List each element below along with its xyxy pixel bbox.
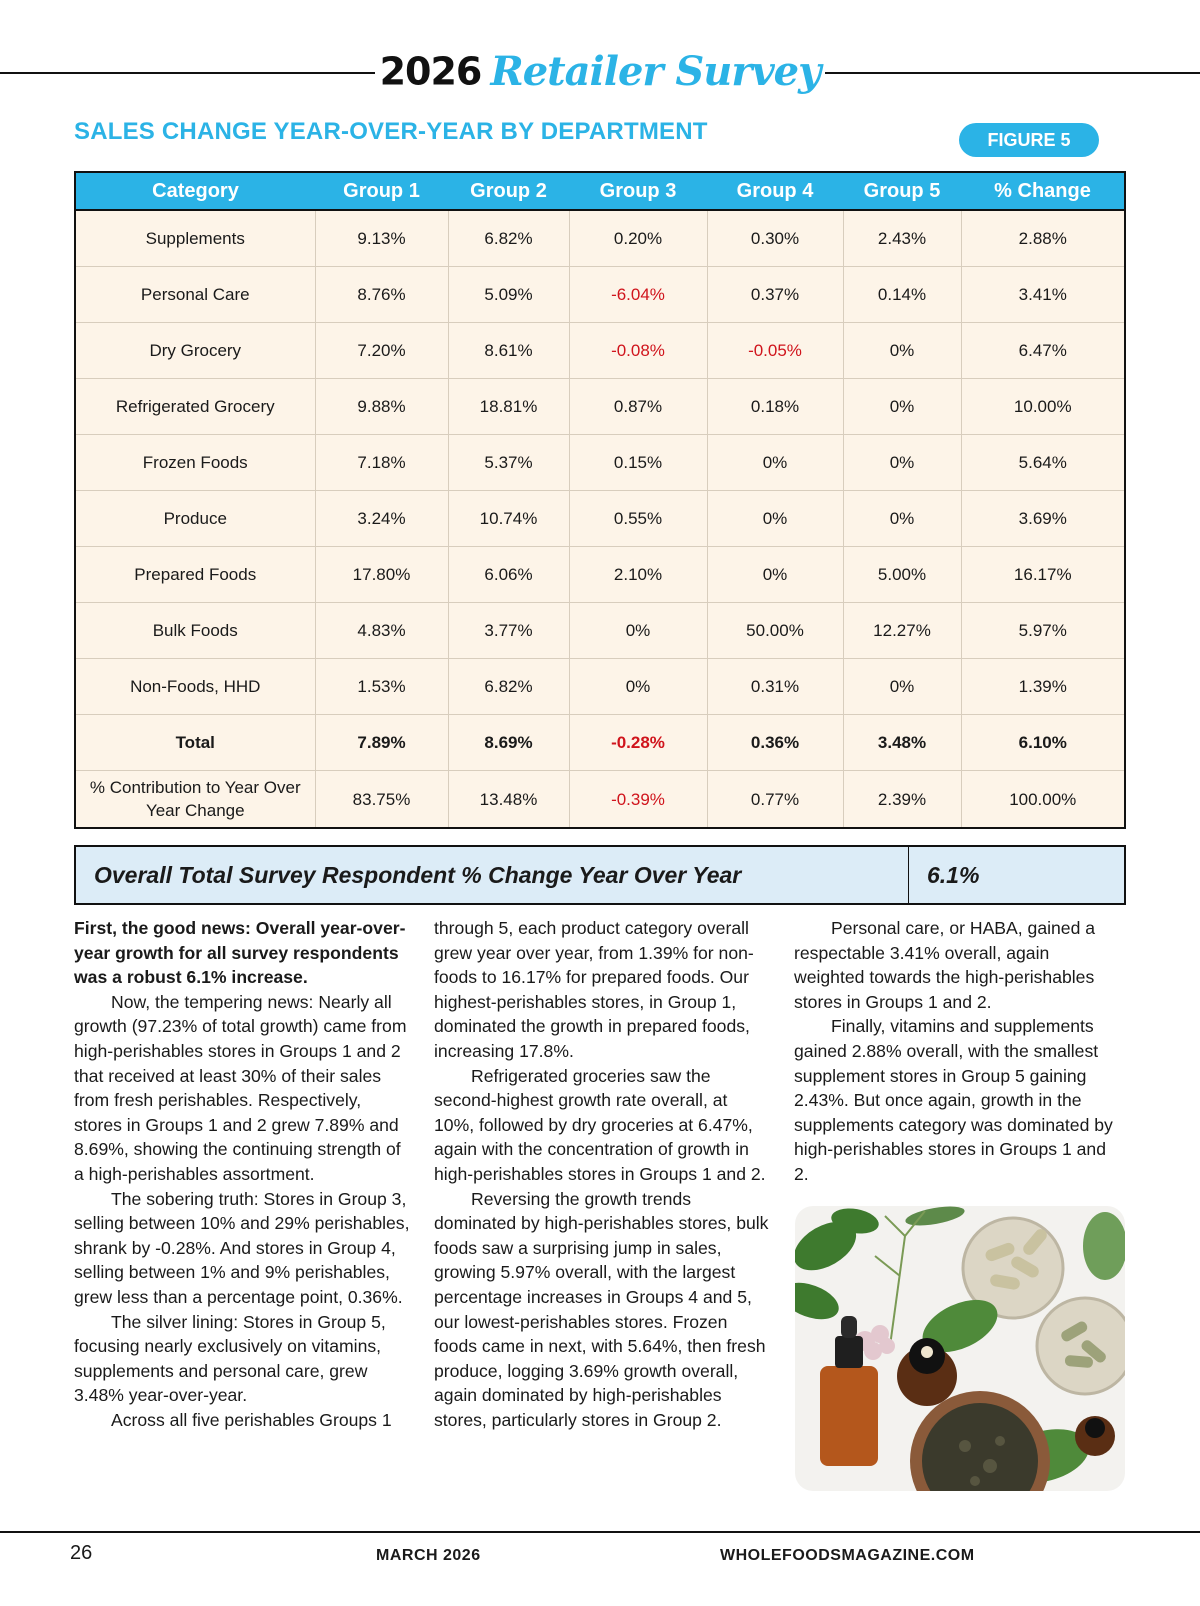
- value-cell: 0.87%: [569, 379, 707, 435]
- value-cell: 0.15%: [569, 435, 707, 491]
- category-cell: Prepared Foods: [76, 547, 315, 603]
- header-rule-right: [825, 72, 1200, 74]
- value-cell: 0%: [569, 603, 707, 659]
- sales-change-table: [74, 171, 1126, 829]
- category-cell: % Contribution to Year Over Year Change: [76, 771, 315, 828]
- value-cell: 0.20%: [569, 210, 707, 267]
- article-paragraph: Now, the tempering news: Nearly all growth (97.23% of total growth) came from high-perishables stores in Groups 1 and 2 that received at least 30% of their sales from fresh perishables. Respectively, stores in Groups 1 and 2 grew 7.89% and 8.69%, showing the continuing strength of a high-perishables assortment.: [74, 991, 407, 1184]
- value-cell: 0%: [843, 659, 961, 715]
- table-header: Category: [76, 173, 315, 210]
- overall-change-banner: [74, 845, 1126, 905]
- value-cell: 7.20%: [315, 323, 448, 379]
- value-cell: -0.08%: [569, 323, 707, 379]
- value-cell: 6.82%: [448, 659, 569, 715]
- value-cell: 3.48%: [843, 715, 961, 771]
- value-cell: 0.37%: [707, 267, 843, 323]
- value-cell: 4.83%: [315, 603, 448, 659]
- category-cell: Total: [76, 715, 315, 771]
- article-paragraph: Refrigerated groceries saw the second-highest growth rate overall, at 10%, followed by dry groceries at 6.47%, again with the concentration of growth in high-perishables stores in Groups 1 and 2.: [434, 1065, 766, 1184]
- page-title: [375, 48, 825, 95]
- article-paragraph: Personal care, or HABA, gained a respectable 3.41% overall, again weighted towards the high-perishables stores in Groups 1 and 2.: [794, 918, 1096, 1012]
- overall-value: 6.1%: [927, 862, 980, 888]
- value-cell: 12.27%: [843, 603, 961, 659]
- value-cell: 10.00%: [961, 379, 1124, 435]
- supplements-photo: [795, 1206, 1125, 1491]
- value-cell: 0%: [707, 491, 843, 547]
- footer-rule: [0, 1531, 1200, 1533]
- value-cell: 2.39%: [843, 771, 961, 828]
- value-cell: 5.97%: [961, 603, 1124, 659]
- lead-sentence: First, the good news: Overall year-over-year growth for all survey respondents was a robust 6.1% increase.: [74, 918, 406, 988]
- figure-badge: FIGURE 5: [959, 123, 1099, 157]
- value-cell: 0%: [843, 379, 961, 435]
- article-column-1: [74, 916, 410, 1432]
- value-cell: 3.41%: [961, 267, 1124, 323]
- article-paragraph: Reversing the growth trends dominated by high-perishables stores, bulk foods saw a surprising jump in sales, growing 5.97% overall, with the largest percentage increases in Groups 4 and 5, our lowest-perishables stores. Frozen foods came in next, with 5.64%, then fresh produce, logging 3.69% growth overall, again dominated by high-perishables stores, particularly stores in Group 2.: [434, 1188, 769, 1430]
- value-cell: 6.10%: [961, 715, 1124, 771]
- table-header: Group 1: [315, 173, 448, 210]
- value-cell: 2.88%: [961, 210, 1124, 267]
- value-cell: 0.31%: [707, 659, 843, 715]
- value-cell: 0.30%: [707, 210, 843, 267]
- category-cell: Bulk Foods: [76, 603, 315, 659]
- value-cell: 0%: [843, 435, 961, 491]
- value-cell: 5.37%: [448, 435, 569, 491]
- table-row: [76, 323, 1124, 379]
- value-cell: -0.39%: [569, 771, 707, 828]
- table-row: [76, 267, 1124, 323]
- table-row: [76, 547, 1124, 603]
- value-cell: 0%: [707, 435, 843, 491]
- table-row: [76, 379, 1124, 435]
- category-cell: Non-Foods, HHD: [76, 659, 315, 715]
- article-paragraph: The sobering truth: Stores in Group 3, selling between 10% and 29% perishables, shrank by -0.28%. And stores in Group 4, selling between 1% and 9% perishables, grew less than a percentage point, 0.36%.: [74, 1188, 410, 1307]
- title-text: Retailer Survey: [490, 48, 821, 95]
- value-cell: 1.53%: [315, 659, 448, 715]
- category-cell: Frozen Foods: [76, 435, 315, 491]
- article-column-3: [794, 916, 1124, 1187]
- table-row: [76, 659, 1124, 715]
- table-header-row: [76, 173, 1124, 210]
- value-cell: 13.48%: [448, 771, 569, 828]
- value-cell: 50.00%: [707, 603, 843, 659]
- value-cell: 5.09%: [448, 267, 569, 323]
- table-header: Group 2: [448, 173, 569, 210]
- category-cell: Supplements: [76, 210, 315, 267]
- table-row: [76, 771, 1124, 828]
- value-cell: 100.00%: [1009, 789, 1077, 809]
- value-cell: -0.05%: [707, 323, 843, 379]
- table-header: Group 5: [843, 173, 961, 210]
- table-row: [76, 603, 1124, 659]
- value-cell: 3.69%: [961, 491, 1124, 547]
- table-header: Group 4: [707, 173, 843, 210]
- value-cell: 9.13%: [315, 210, 448, 267]
- header-rule-left: [0, 72, 375, 74]
- article-paragraph: Across all five perishables Groups 1: [111, 1409, 392, 1430]
- table-row: [76, 715, 1124, 771]
- value-cell: 0.14%: [843, 267, 961, 323]
- table-header: Group 3: [569, 173, 707, 210]
- article-paragraph: through 5, each product category overall grew year over year, from 1.39% for non-foods to 16.17% for prepared foods. Our highest-perishables stores, in Group 1, dominated the growth in prepared foods, increasing 17.8%.: [434, 918, 754, 1061]
- table-header: % Change: [961, 173, 1124, 210]
- value-cell: 7.89%: [315, 715, 448, 771]
- value-cell: 0.36%: [707, 715, 843, 771]
- value-cell: 8.61%: [448, 323, 569, 379]
- value-cell: 0.18%: [707, 379, 843, 435]
- value-cell: 0%: [843, 323, 961, 379]
- category-cell: Personal Care: [76, 267, 315, 323]
- value-cell: 17.80%: [315, 547, 448, 603]
- table-row: [76, 491, 1124, 547]
- value-cell: 6.47%: [961, 323, 1124, 379]
- overall-label: Overall Total Survey Respondent % Change Year Over Year: [76, 847, 909, 903]
- article-paragraph: The silver lining: Stores in Group 5, focusing nearly exclusively on vitamins, supplements and personal care, grew 3.48% year-over-year.: [74, 1311, 386, 1406]
- value-cell: 6.82%: [448, 210, 569, 267]
- value-cell: -0.28%: [569, 715, 707, 771]
- value-cell: 18.81%: [448, 379, 569, 435]
- value-cell: 83.75%: [315, 771, 448, 828]
- value-cell: 3.77%: [448, 603, 569, 659]
- value-cell: 0%: [707, 547, 843, 603]
- value-cell: 9.88%: [315, 379, 448, 435]
- value-cell: 2.43%: [843, 210, 961, 267]
- value-cell: 8.76%: [315, 267, 448, 323]
- value-cell: 5.00%: [843, 547, 961, 603]
- value-cell: 3.24%: [315, 491, 448, 547]
- value-cell: 16.17%: [961, 547, 1124, 603]
- value-cell: 2.10%: [569, 547, 707, 603]
- value-cell: 1.39%: [961, 659, 1124, 715]
- value-cell: 8.69%: [448, 715, 569, 771]
- value-cell: 0.77%: [707, 771, 843, 828]
- website-link[interactable]: WHOLEFOODSMAGAZINE.COM: [720, 1547, 975, 1564]
- category-cell: Dry Grocery: [76, 323, 315, 379]
- value-cell: 5.64%: [961, 435, 1124, 491]
- value-cell: 6.06%: [448, 547, 569, 603]
- issue-date: MARCH 2026: [376, 1547, 481, 1564]
- page-number: 26: [70, 1542, 93, 1564]
- value-cell: 0.55%: [569, 491, 707, 547]
- category-cell: Produce: [76, 491, 315, 547]
- value-cell: -6.04%: [569, 267, 707, 323]
- value-cell: 0%: [569, 659, 707, 715]
- table-row: [76, 210, 1124, 267]
- article-column-2: [434, 916, 770, 1432]
- value-cell: 7.18%: [315, 435, 448, 491]
- article-paragraph: Finally, vitamins and supplements gained 2.88% overall, with the smallest supplement stores in Group 5 gaining 2.43%. But once again, growth in the supplements category was dominated by high-perishables stores in Groups 1 and 2.: [794, 1016, 1113, 1184]
- value-cell: 10.74%: [448, 491, 569, 547]
- section-title: SALES CHANGE YEAR-OVER-YEAR BY DEPARTMENT: [74, 118, 708, 145]
- table-row: [76, 435, 1124, 491]
- category-cell: Refrigerated Grocery: [76, 379, 315, 435]
- value-cell: 0%: [843, 491, 961, 547]
- title-year: 2026: [379, 49, 482, 94]
- article-paragraph: [74, 916, 410, 990]
